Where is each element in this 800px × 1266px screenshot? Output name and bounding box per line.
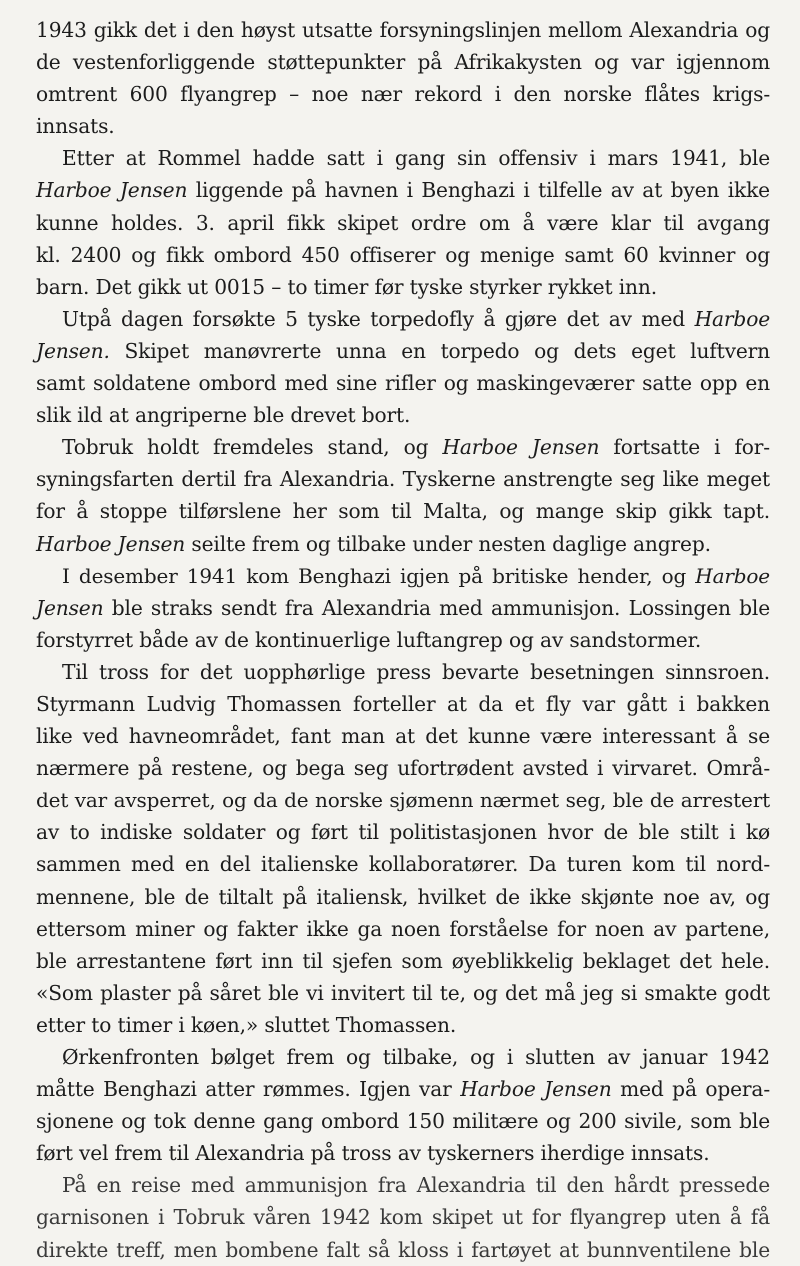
text-line: [36, 752, 770, 784]
text-segment: Tobruk holdt fremdeles stand, og: [62, 435, 443, 460]
ship-name-italic: Harboe Jensen: [442, 435, 600, 460]
text-segment: slik ild at angriperne ble drevet bort.: [36, 403, 411, 428]
ship-name-italic: Jensen.: [36, 338, 110, 363]
text-line: [36, 239, 770, 271]
ship-name-italic: Harboe Jensen: [36, 531, 186, 556]
text-line: [36, 528, 770, 560]
text-segment: Skipet manøvrerte unna en torpedo og dets eget luftvern: [109, 338, 770, 363]
paragraph: [36, 560, 770, 656]
ship-name-italic: Jensen: [36, 595, 104, 620]
paragraph: [36, 1169, 770, 1265]
text-line: [36, 848, 770, 880]
text-segment: mennene, ble de tiltalt på italiensk, hvilket de ikke skjønte noe av, og: [36, 884, 770, 909]
text-body: [36, 14, 770, 1266]
text-segment: nærmere på restene, og bega seg ufortrødent avsted i virvaret. Områ-: [36, 756, 770, 781]
paragraph: [36, 431, 770, 559]
ship-name-italic: Harboe Jensen: [460, 1077, 612, 1102]
text-line: [36, 656, 770, 688]
text-line: [36, 463, 770, 495]
text-segment: kunne holdes. 3. april fikk skipet ordre om å være klar til avgang: [36, 210, 770, 235]
text-line: [36, 1009, 770, 1041]
text-line: [36, 913, 770, 945]
text-line: [36, 110, 770, 142]
text-line: [36, 399, 770, 431]
text-line: [36, 431, 770, 463]
text-line: [36, 303, 770, 335]
text-line: [36, 1169, 770, 1201]
text-line: [36, 495, 770, 527]
text-line: [36, 78, 770, 110]
text-line: [36, 1105, 770, 1137]
text-segment: ført vel frem til Alexandria på tross av tyskerners iherdige innsats.: [36, 1141, 710, 1166]
text-segment: de vestenforliggende støttepunkter på Afrikakysten og var igjennom: [36, 50, 770, 75]
text-line: [36, 335, 770, 367]
text-line: [36, 592, 770, 624]
text-segment: Til tross for det uopphørlige press bevarte besetningen sinnsroen.: [62, 659, 770, 684]
text-segment: Utpå dagen forsøkte 5 tyske torpedofly å gjøre det av med: [62, 306, 695, 331]
text-line: [36, 977, 770, 1009]
text-segment: barn. Det gikk ut 0015 – to timer før tyske styrker rykket inn.: [36, 274, 657, 299]
paragraph: [36, 1041, 770, 1169]
text-line: [36, 945, 770, 977]
text-segment: 1943 gikk det i den høyst utsatte forsyningslinjen mellom Alexandria og: [36, 18, 770, 42]
text-segment: ble arrestantene ført inn til sjefen som øyeblikkelig beklaget det hele.: [36, 948, 770, 973]
text-segment: ettersom miner og fakter ikke ga noen forståelse for noen av partene,: [36, 916, 770, 941]
text-segment: liggende på havnen i Benghazi i tilfelle av at byen ikke: [187, 178, 770, 203]
text-segment: med på opera-: [611, 1077, 770, 1102]
text-line: [36, 688, 770, 720]
text-line: [36, 560, 770, 592]
text-segment: måtte Benghazi atter rømmes. Igjen var: [36, 1077, 461, 1102]
ship-name-italic: Harboe: [694, 306, 770, 331]
text-segment: garnisonen i Tobruk våren 1942 kom skipet ut for flyangrep uten å få: [36, 1205, 770, 1230]
text-segment: direkte treff, men bombene falt så kloss i fartøyet at bunnventilene ble: [36, 1237, 770, 1262]
text-segment: På en reise med ammunisjon fra Alexandria til den hårdt pressede: [62, 1173, 770, 1198]
text-segment: syningsfarten dertil fra Alexandria. Tyskerne anstrengte seg like meget: [36, 467, 770, 492]
text-line: [36, 142, 770, 174]
text-line: [36, 624, 770, 656]
text-line: [36, 46, 770, 78]
text-line: [36, 720, 770, 752]
text-segment: omtrent 600 flyangrep – noe nær rekord i den norske flåtes krigs-: [36, 82, 770, 107]
text-segment: det var avsperret, og da de norske sjømenn nærmet seg, ble de arrestert: [36, 788, 770, 813]
text-segment: «Som plaster på såret ble vi invitert til te, og det må jeg si smakte godt: [36, 980, 770, 1005]
text-segment: Styrmann Ludvig Thomassen forteller at da et fly var gått i bakken: [36, 691, 770, 716]
paragraph: [36, 142, 770, 302]
paragraph: [36, 656, 770, 1041]
text-line: [36, 207, 770, 239]
text-segment: I desember 1941 kom Benghazi igjen på britiske hender, og: [62, 563, 696, 588]
ship-name-italic: Harboe: [695, 563, 770, 588]
text-segment: forstyrret både av de kontinuerlige luftangrep og av sandstormer.: [36, 627, 702, 652]
text-line: [36, 881, 770, 913]
text-line: [36, 816, 770, 848]
text-segment: sammen med en del italienske kollaboratører. Da turen kom til nord-: [36, 852, 770, 877]
text-segment: innsats.: [36, 114, 115, 139]
text-segment: fortsatte i for-: [599, 435, 770, 460]
text-segment: like ved havneområdet, fant man at det kunne være interessant å se: [36, 724, 770, 749]
text-segment: Ørkenfronten bølget frem og tilbake, og i slutten av januar 1942: [62, 1045, 770, 1069]
text-line: [36, 784, 770, 816]
text-segment: etter to timer i køen,» sluttet Thomassen.: [36, 1012, 457, 1037]
text-segment: seilte frem og tilbake under nesten daglige angrep.: [185, 531, 711, 556]
text-line: [36, 1073, 770, 1105]
text-line: [36, 1041, 770, 1073]
text-segment: ble straks sendt fra Alexandria med ammunisjon. Lossingen ble: [103, 595, 770, 620]
text-line: [36, 1201, 770, 1233]
text-line: [36, 14, 770, 46]
text-segment: samt soldatene ombord med sine rifler og maskingeværer satte opp en: [36, 371, 770, 396]
text-segment: sjonene og tok denne gang ombord 150 militære og 200 sivile, som ble: [36, 1109, 770, 1134]
text-segment: kl. 2400 og fikk ombord 450 offiserer og menige samt 60 kvinner og: [36, 242, 770, 267]
text-line: [36, 367, 770, 399]
text-segment: Etter at Rommel hadde satt i gang sin offensiv i mars 1941, ble: [62, 146, 770, 171]
paragraph: [36, 303, 770, 431]
text-segment: av to indiske soldater og ført til politistasjonen hvor de ble stilt i kø: [36, 820, 770, 845]
text-line: [36, 1137, 770, 1169]
text-line: [36, 174, 770, 206]
text-line: [36, 271, 770, 303]
text-segment: for å stoppe tilførslene her som til Malta, og mange skip gikk tapt.: [36, 499, 770, 524]
ship-name-italic: Harboe Jensen: [36, 178, 188, 203]
text-line: [36, 1234, 770, 1266]
paragraph: [36, 14, 770, 142]
